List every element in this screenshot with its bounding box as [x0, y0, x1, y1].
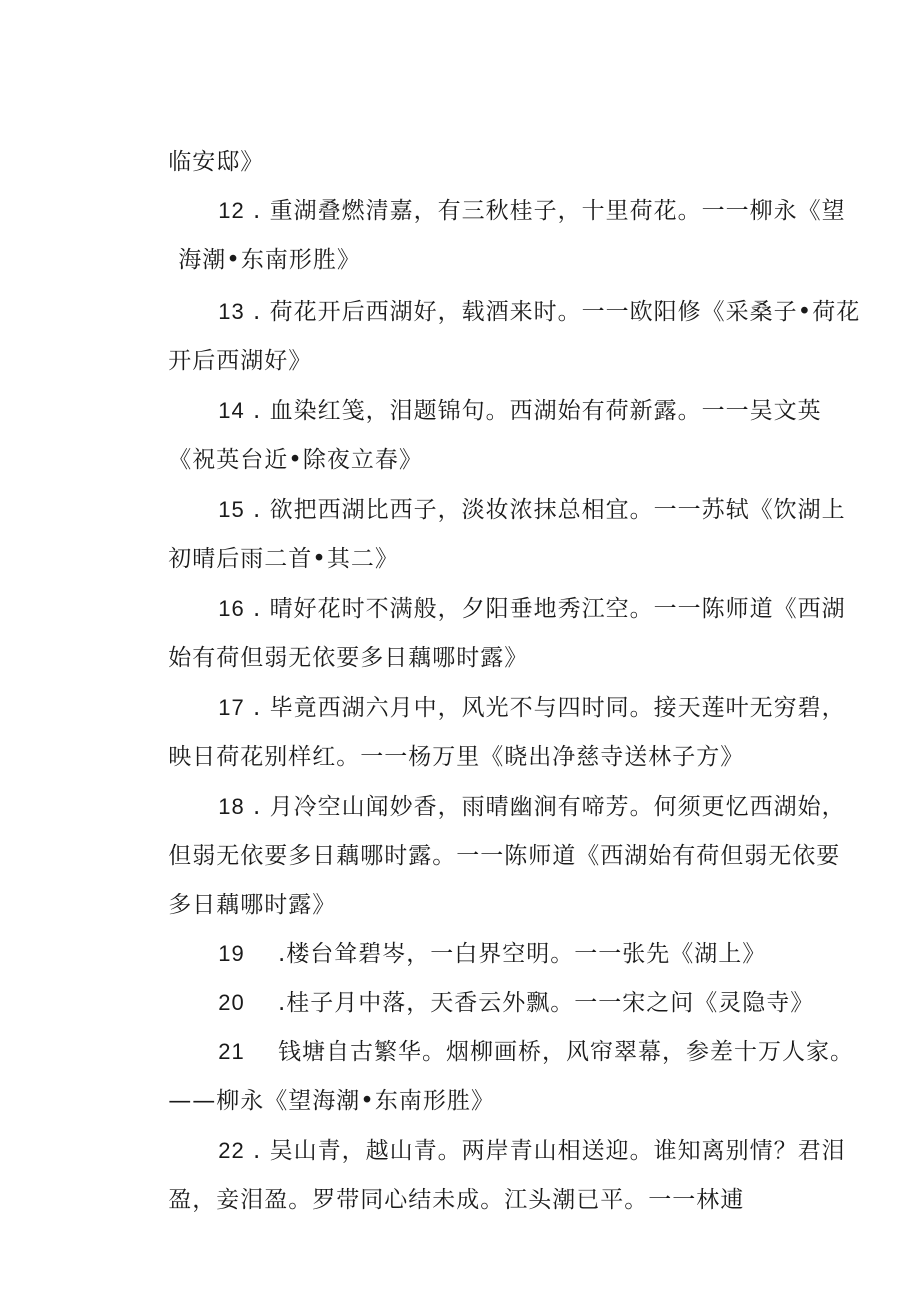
line-text: . 吴山青，越山青。两岸青山相送迎。谁知离别情？君泪 [244, 1138, 846, 1164]
item-number: 19 [218, 941, 245, 966]
item-number: 17 [218, 695, 245, 720]
item-number: 16 [218, 596, 245, 621]
line-text: 钱塘自古繁华。烟柳画桥，风帘翠幕，参差十万人家。 [244, 1039, 854, 1065]
item-number: 15 [218, 497, 245, 522]
line-text: 《祝英台近•除夜立春》 [168, 447, 423, 473]
line-text: .桂子月中落，天香云外飘。一一宋之问《灵隐寺》 [244, 990, 815, 1016]
line-text: 初晴后雨二首•其二》 [168, 546, 399, 572]
item-number: 22 [218, 1138, 245, 1163]
line-text: . 欲把西湖比西子，淡妆浓抹总相宜。一一苏轼《饮湖上 [244, 497, 846, 523]
line-text: 多日藕哪时露》 [168, 892, 337, 918]
line-text: 临安邸》 [168, 149, 265, 175]
line-text: . 月冷空山闻妙香，雨晴幽涧有啼芳。何须更忆西湖始， [244, 794, 846, 820]
line-text: 映日荷花别样红。一一杨万里《晓出净慈寺送林子方》 [168, 744, 745, 770]
line-text: . 血染红笺，泪题锦句。西湖始有荷新露。一一吴文英 [244, 398, 822, 424]
line-text: . 重湖叠燃清嘉，有三秋桂子，十里荷花。一一柳永《望 [244, 198, 846, 224]
item-number: 21 [218, 1039, 245, 1064]
item-number: 12 [218, 198, 245, 223]
line-text: . 毕竟西湖六月中，风光不与四时同。接天莲叶无穷碧， [244, 695, 846, 721]
line-text: 海潮•东南形胜》 [178, 247, 361, 273]
line-text: 开后西湖好》 [168, 348, 313, 374]
text-line [135, 1155, 920, 1245]
line-text: 始有荷但弱无依要多日藕哪时露》 [168, 645, 529, 671]
item-number: 13 [218, 299, 245, 324]
item-number: 14 [218, 398, 245, 423]
line-text: ——柳永《望海潮•东南形胜》 [168, 1088, 495, 1114]
item-number: 18 [218, 794, 245, 819]
line-text: .楼台耸碧岑，一白界空明。一一张先《湖上》 [244, 941, 767, 967]
line-text: . 荷花开后西湖好，载酒来时。一一欧阳修《采桑子•荷花 [244, 299, 861, 325]
item-number: 20 [218, 990, 245, 1015]
line-text: 盈，妾泪盈。罗带同心结未成。江头潮已平。一一林逋 [168, 1187, 745, 1213]
line-text: . 晴好花时不满般，夕阳垂地秀江空。一一陈师道《西湖 [244, 596, 846, 622]
line-text: 但弱无依要多日藕哪时露。一一陈师道《西湖始有荷但弱无依要 [168, 843, 841, 869]
